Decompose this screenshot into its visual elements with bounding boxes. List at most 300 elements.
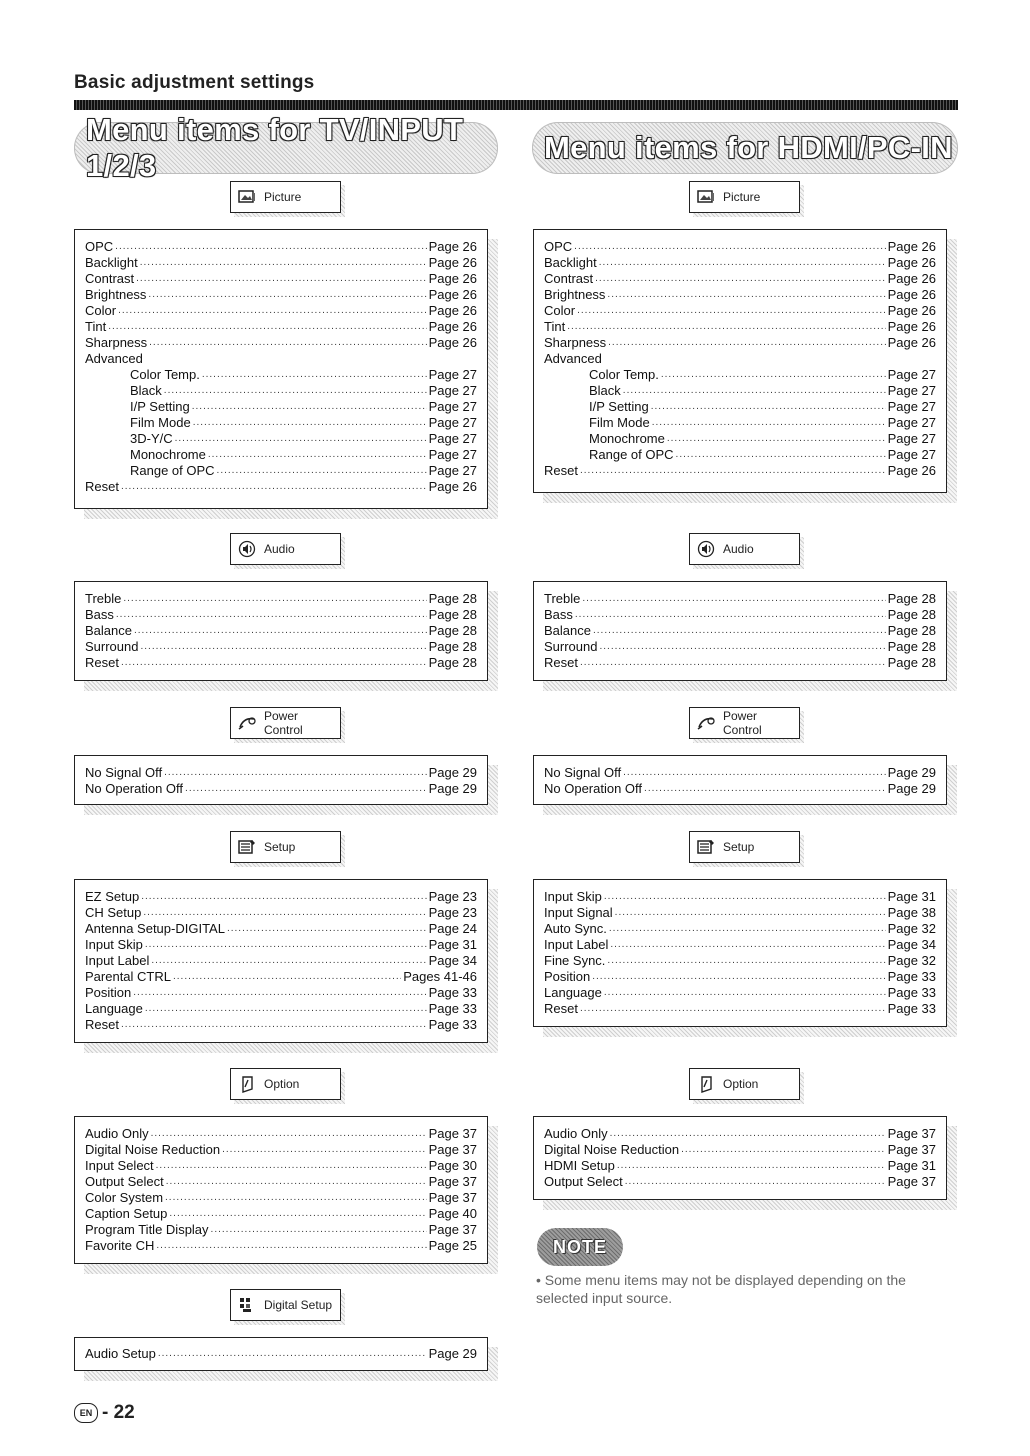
menu-item-page: Page 29 xyxy=(887,765,936,780)
menu-item-label: Advanced xyxy=(85,351,143,366)
menu-item-label: Advanced xyxy=(544,351,602,366)
menu-item-page: Page 34 xyxy=(428,953,477,968)
dot-leader xyxy=(158,1346,427,1362)
menu-item-page: Page 27 xyxy=(887,383,936,398)
menu-item-row xyxy=(85,905,477,921)
menu-item-page: Page 28 xyxy=(428,623,477,638)
column-heading-text: Menu items for TV/INPUT 1/2/3 xyxy=(86,112,464,183)
menu-item-row xyxy=(544,889,936,905)
menu-item-page: Page 27 xyxy=(887,447,936,462)
menu-item-label: Input Select xyxy=(85,1158,154,1173)
dot-leader xyxy=(173,969,401,985)
menu-item-page: Page 38 xyxy=(887,905,936,920)
column-heading-text: Menu items for HDMI/PC-IN xyxy=(544,130,953,165)
section-label-text: Option xyxy=(723,1077,759,1091)
menu-item-page: Page 31 xyxy=(428,937,477,952)
menu-item-row xyxy=(85,319,477,335)
menu-item-label: No Operation Off xyxy=(85,781,184,796)
menu-item-row xyxy=(85,937,477,953)
menu-item-label: Reset xyxy=(85,655,119,670)
menu-item-page: Page 27 xyxy=(428,399,477,414)
menu-item-label: Audio Only xyxy=(544,1126,608,1141)
menu-item-page: Page 37 xyxy=(428,1142,477,1157)
menu-item-row xyxy=(85,639,477,655)
menu-item-row xyxy=(544,287,936,303)
menu-item-row xyxy=(85,1001,477,1017)
menu-item-label: Position xyxy=(85,985,132,1000)
menu-item-label: Antenna Setup-DIGITAL xyxy=(85,921,225,936)
dot-leader xyxy=(134,623,427,639)
menu-item-page: Page 25 xyxy=(428,1238,477,1253)
menu-item-page: Page 28 xyxy=(887,655,936,670)
menu-item-page: Page 31 xyxy=(887,889,936,904)
menu-item-row xyxy=(544,431,936,447)
menu-item-label: Contrast xyxy=(85,271,135,286)
section-label-digital-setup xyxy=(230,1289,341,1321)
menu-item-label: Tint xyxy=(544,319,566,334)
menu-item-row xyxy=(85,1206,477,1222)
power-control-icon xyxy=(236,713,258,733)
menu-item-label: No Signal Off xyxy=(85,765,163,780)
menu-item-row xyxy=(85,781,477,797)
menu-items-box-power-control xyxy=(74,755,488,805)
menu-item-row xyxy=(544,591,936,607)
menu-item-label: Fine Sync. xyxy=(544,953,606,968)
dot-leader xyxy=(164,383,427,399)
column-heading-hdmi-pc xyxy=(532,122,958,174)
menu-item-page: Page 37 xyxy=(887,1174,936,1189)
menu-item-label: Tint xyxy=(85,319,107,334)
menu-item-page: Page 26 xyxy=(887,463,936,478)
menu-item-page: Page 28 xyxy=(887,591,936,606)
dot-leader xyxy=(644,781,886,797)
dot-leader xyxy=(136,271,426,287)
menu-item-page: Page 26 xyxy=(428,319,477,334)
menu-item-page: Page 33 xyxy=(887,969,936,984)
menu-item-page: Page 28 xyxy=(887,639,936,654)
menu-item-row xyxy=(85,953,477,969)
menu-item-row xyxy=(85,303,477,319)
note-text xyxy=(536,1271,956,1307)
dot-leader xyxy=(681,1142,885,1158)
menu-item-label: EZ Setup xyxy=(85,889,140,904)
menu-items-box-option xyxy=(74,1116,488,1264)
menu-item-label: Color System xyxy=(85,1190,164,1205)
section-label-power-control xyxy=(230,707,341,739)
menu-item-page: Page 26 xyxy=(887,319,936,334)
dot-leader xyxy=(610,1126,886,1142)
menu-item-label: Bass xyxy=(544,607,573,622)
menu-item-row xyxy=(544,447,936,463)
dot-leader xyxy=(185,781,427,797)
menu-item-row xyxy=(85,383,477,399)
menu-item-row xyxy=(544,319,936,335)
menu-item-page: Page 27 xyxy=(887,415,936,430)
menu-item-page: Page 34 xyxy=(887,937,936,952)
dot-leader xyxy=(156,1158,427,1174)
dot-leader xyxy=(610,937,885,953)
menu-item-page: Page 27 xyxy=(428,447,477,462)
menu-item-label: Monochrome xyxy=(130,447,206,462)
option-icon xyxy=(695,1074,717,1094)
menu-item-label: Color xyxy=(544,303,576,318)
dot-leader xyxy=(227,921,427,937)
menu-item-label: Digital Noise Reduction xyxy=(85,1142,221,1157)
dot-leader xyxy=(115,239,426,255)
menu-item-page: Page 24 xyxy=(428,921,477,936)
dot-leader xyxy=(151,953,426,969)
menu-item-page: Page 27 xyxy=(428,383,477,398)
menu-item-label: No Operation Off xyxy=(544,781,643,796)
dot-leader xyxy=(165,1190,427,1206)
dot-leader xyxy=(149,335,426,351)
menu-item-label: Reset xyxy=(544,463,578,478)
menu-item-label: Input Skip xyxy=(544,889,602,904)
menu-item-label: Reset xyxy=(85,479,119,494)
dot-leader xyxy=(121,1017,427,1033)
menu-item-page: Page 29 xyxy=(428,1346,477,1361)
menu-item-row xyxy=(544,1174,936,1190)
menu-item-row xyxy=(85,1158,477,1174)
menu-item-row xyxy=(85,591,477,607)
menu-item-label: OPC xyxy=(85,239,114,254)
audio-icon xyxy=(695,539,717,559)
menu-items-box-audio xyxy=(533,581,947,681)
menu-item-row xyxy=(85,431,477,447)
menu-item-row xyxy=(85,607,477,623)
menu-item-row xyxy=(85,447,477,463)
menu-item-label: Digital Noise Reduction xyxy=(544,1142,680,1157)
dot-leader xyxy=(604,889,886,905)
menu-item-label: Treble xyxy=(544,591,581,606)
dot-leader xyxy=(121,479,427,495)
menu-item-page: Page 28 xyxy=(428,591,477,606)
dot-leader xyxy=(609,921,886,937)
picture-icon xyxy=(695,187,717,207)
menu-item-label: Monochrome xyxy=(589,431,665,446)
menu-item-label: Reset xyxy=(85,1017,119,1032)
menu-item-row xyxy=(85,399,477,415)
menu-item-page: Page 32 xyxy=(887,953,936,968)
menu-item-page: Page 26 xyxy=(428,335,477,350)
dot-leader xyxy=(217,463,427,479)
menu-item-row xyxy=(544,367,936,383)
menu-item-page: Page 33 xyxy=(887,1001,936,1016)
menu-item-row xyxy=(85,1238,477,1254)
dot-leader xyxy=(145,937,427,953)
dot-leader xyxy=(140,639,426,655)
dot-leader xyxy=(141,889,426,905)
menu-item-label: Output Select xyxy=(544,1174,623,1189)
menu-item-page: Page 23 xyxy=(428,889,477,904)
menu-item-label: Color Temp. xyxy=(130,367,200,382)
menu-item-row xyxy=(544,953,936,969)
dot-leader xyxy=(151,1126,427,1142)
dot-leader xyxy=(608,335,885,351)
dot-leader xyxy=(156,1238,426,1254)
section-label-audio xyxy=(230,533,341,565)
menu-item-page: Page 26 xyxy=(887,239,936,254)
menu-items-box-power-control xyxy=(533,755,947,805)
dot-leader xyxy=(625,1174,886,1190)
menu-item-label: Language xyxy=(544,985,602,1000)
menu-item-page: Page 37 xyxy=(428,1190,477,1205)
menu-item-row xyxy=(544,639,936,655)
dot-leader xyxy=(580,1001,886,1017)
section-label-setup xyxy=(230,831,341,863)
dot-leader xyxy=(607,953,885,969)
note-text-content: Some menu items may not be displayed depending on the selected input source. xyxy=(536,1272,906,1306)
menu-item-label: Program Title Display xyxy=(85,1222,209,1237)
menu-item-page: Page 26 xyxy=(887,303,936,318)
header-rule xyxy=(74,100,958,110)
menu-item-label: Black xyxy=(130,383,162,398)
dot-leader xyxy=(577,303,885,319)
power-control-icon xyxy=(695,713,717,733)
dot-leader xyxy=(615,905,886,921)
menu-item-page: Page 33 xyxy=(428,1001,477,1016)
dot-leader xyxy=(580,463,886,479)
dot-leader xyxy=(108,319,426,335)
bullet: • xyxy=(536,1272,545,1288)
menu-item-row xyxy=(544,415,936,431)
dot-leader xyxy=(192,399,427,415)
menu-item-row xyxy=(85,765,477,781)
dot-leader xyxy=(169,1206,426,1222)
menu-item-row xyxy=(85,287,477,303)
menu-item-row xyxy=(85,463,477,479)
dot-leader xyxy=(193,415,427,431)
section-label-text: Audio xyxy=(264,542,295,556)
setup-icon xyxy=(695,837,717,857)
menu-item-page: Page 26 xyxy=(428,255,477,270)
menu-items-box-option xyxy=(533,1116,947,1200)
dot-leader xyxy=(582,591,885,607)
menu-item-row xyxy=(85,1174,477,1190)
dot-leader xyxy=(599,255,886,271)
menu-item-label: Caption Setup xyxy=(85,1206,168,1221)
menu-item-label: OPC xyxy=(544,239,573,254)
menu-item-page: Page 23 xyxy=(428,905,477,920)
dot-leader xyxy=(222,1142,426,1158)
menu-item-page: Page 27 xyxy=(887,431,936,446)
audio-icon xyxy=(236,539,258,559)
dot-leader xyxy=(164,765,426,781)
menu-item-label: Position xyxy=(544,969,591,984)
menu-item-row xyxy=(544,905,936,921)
menu-item-row xyxy=(544,781,936,797)
section-label-text: Picture xyxy=(264,190,302,204)
note-badge xyxy=(537,1228,623,1266)
menu-item-row xyxy=(85,1126,477,1142)
menu-item-page: Page 37 xyxy=(887,1142,936,1157)
section-label-picture xyxy=(230,181,341,213)
section-label-setup xyxy=(689,831,800,863)
menu-item-page: Page 26 xyxy=(428,479,477,494)
menu-item-label: Contrast xyxy=(544,271,594,286)
menu-item-page: Page 26 xyxy=(428,271,477,286)
menu-item-label: Sharpness xyxy=(85,335,148,350)
menu-item-row xyxy=(544,1158,936,1174)
dot-leader xyxy=(651,399,886,415)
menu-item-label: Range of OPC xyxy=(589,447,674,462)
menu-item-label: Favorite CH xyxy=(85,1238,155,1253)
section-label-picture xyxy=(689,181,800,213)
dot-leader xyxy=(211,1222,427,1238)
menu-item-label: Auto Sync. xyxy=(544,921,607,936)
dot-leader xyxy=(580,655,886,671)
menu-item-page: Page 27 xyxy=(887,367,936,382)
menu-item-label: CH Setup xyxy=(85,905,142,920)
menu-item-label: Bass xyxy=(85,607,114,622)
menu-item-label: Range of OPC xyxy=(130,463,215,478)
menu-item-row xyxy=(544,351,936,367)
menu-item-row xyxy=(85,921,477,937)
menu-item-label: Surround xyxy=(85,639,139,654)
menu-item-page: Page 26 xyxy=(887,271,936,286)
menu-item-label: Color xyxy=(85,303,117,318)
dot-leader xyxy=(143,905,426,921)
dot-leader xyxy=(148,287,426,303)
menu-item-label: Reset xyxy=(544,1001,578,1016)
dot-leader xyxy=(175,431,427,447)
menu-item-page: Pages 41-46 xyxy=(403,969,477,984)
menu-item-row xyxy=(85,1190,477,1206)
page-title: Basic adjustment settings xyxy=(74,72,315,93)
menu-item-row xyxy=(85,969,477,985)
menu-items-box-setup xyxy=(74,879,488,1043)
menu-item-label: Backlight xyxy=(85,255,138,270)
menu-item-page: Page 32 xyxy=(887,921,936,936)
menu-item-row xyxy=(85,1142,477,1158)
section-label-option xyxy=(689,1068,800,1100)
menu-item-row xyxy=(85,1346,477,1362)
menu-item-label: Parental CTRL xyxy=(85,969,171,984)
section-label-option xyxy=(230,1068,341,1100)
menu-item-page: Page 26 xyxy=(428,239,477,254)
menu-item-page: Page 27 xyxy=(428,463,477,478)
menu-item-label: Sharpness xyxy=(544,335,607,350)
menu-items-box-picture xyxy=(74,229,488,509)
menu-item-label: I/P Setting xyxy=(589,399,649,414)
dot-leader xyxy=(140,255,427,271)
menu-item-page: Page 37 xyxy=(428,1126,477,1141)
menu-item-label: Audio Setup xyxy=(85,1346,156,1361)
section-label-text: Setup xyxy=(723,840,755,854)
menu-item-label: Input Skip xyxy=(85,937,143,952)
dot-leader xyxy=(667,431,886,447)
menu-item-row xyxy=(85,655,477,671)
menu-item-row xyxy=(544,655,936,671)
section-label-power-control xyxy=(689,707,800,739)
dot-leader xyxy=(652,415,886,431)
menu-item-page: Page 37 xyxy=(428,1222,477,1237)
menu-item-label: Treble xyxy=(85,591,122,606)
section-label-text: Setup xyxy=(264,840,296,854)
dot-leader xyxy=(567,319,885,335)
menu-item-row xyxy=(544,937,936,953)
dot-leader xyxy=(604,985,886,1001)
menu-item-row xyxy=(544,1001,936,1017)
menu-item-page: Page 26 xyxy=(887,335,936,350)
dot-leader xyxy=(607,287,885,303)
menu-item-row xyxy=(85,1222,477,1238)
menu-item-page: Page 29 xyxy=(428,781,477,796)
menu-item-label: Balance xyxy=(85,623,132,638)
menu-item-page: Page 30 xyxy=(428,1158,477,1173)
dot-leader xyxy=(574,239,885,255)
dot-leader xyxy=(133,985,426,1001)
dot-leader xyxy=(166,1174,427,1190)
menu-item-label: Film Mode xyxy=(589,415,650,430)
column-heading-tv-input xyxy=(74,112,498,183)
menu-item-label: Balance xyxy=(544,623,591,638)
dot-leader xyxy=(145,1001,427,1017)
dot-leader xyxy=(575,607,886,623)
dot-leader xyxy=(599,639,885,655)
menu-item-page: Page 33 xyxy=(428,985,477,1000)
dot-leader xyxy=(121,655,427,671)
menu-item-row xyxy=(85,271,477,287)
menu-item-label: Audio Only xyxy=(85,1126,149,1141)
dot-leader xyxy=(118,303,426,319)
menu-item-row xyxy=(544,239,936,255)
menu-item-row xyxy=(544,985,936,1001)
menu-item-label: Output Select xyxy=(85,1174,164,1189)
menu-item-label: HDMI Setup xyxy=(544,1158,615,1173)
menu-item-page: Page 31 xyxy=(887,1158,936,1173)
dot-leader xyxy=(623,765,885,781)
menu-item-label: Input Label xyxy=(85,953,150,968)
menu-item-row xyxy=(85,239,477,255)
menu-item-row xyxy=(85,351,477,367)
menu-item-page: Page 27 xyxy=(428,367,477,382)
note-badge-text: NOTE xyxy=(552,1236,607,1257)
dot-leader xyxy=(208,447,427,463)
menu-item-row xyxy=(85,985,477,1001)
section-label-text: Picture xyxy=(723,190,761,204)
digital-setup-icon xyxy=(236,1295,258,1315)
menu-item-row xyxy=(85,367,477,383)
menu-item-row xyxy=(544,623,936,639)
menu-item-page: Page 26 xyxy=(887,287,936,302)
menu-item-row xyxy=(544,969,936,985)
menu-item-page: Page 26 xyxy=(887,255,936,270)
menu-item-row xyxy=(544,271,936,287)
menu-item-row xyxy=(85,889,477,905)
menu-items-box-picture xyxy=(533,229,947,493)
page-number xyxy=(74,1402,135,1424)
dot-leader xyxy=(202,367,427,383)
dot-leader xyxy=(623,383,886,399)
dot-leader xyxy=(116,607,427,623)
menu-item-page: Page 27 xyxy=(887,399,936,414)
menu-item-page: Page 28 xyxy=(887,607,936,622)
menu-item-row xyxy=(544,463,936,479)
dot-leader xyxy=(617,1158,886,1174)
menu-item-page: Page 28 xyxy=(428,607,477,622)
menu-item-label: 3D-Y/C xyxy=(130,431,173,446)
section-label-text: Digital Setup xyxy=(264,1298,333,1312)
menu-item-page: Page 27 xyxy=(428,415,477,430)
menu-item-row xyxy=(544,1126,936,1142)
menu-item-page: Page 33 xyxy=(428,1017,477,1032)
menu-item-page: Page 28 xyxy=(887,623,936,638)
menu-item-label: Language xyxy=(85,1001,143,1016)
menu-items-box-audio xyxy=(74,581,488,681)
menu-item-row xyxy=(544,303,936,319)
menu-item-row xyxy=(544,1142,936,1158)
